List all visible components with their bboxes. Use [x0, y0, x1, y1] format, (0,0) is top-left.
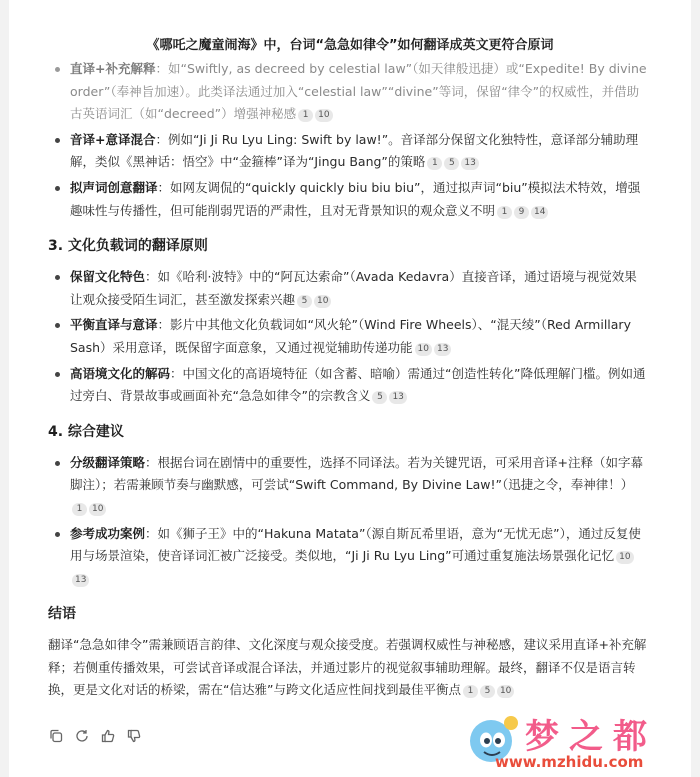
left-gutter: [0, 0, 9, 777]
citation-badge[interactable]: 5: [480, 685, 495, 698]
list-item: 音译+意译混合：例如“Ji Ji Ru Lyu Ling: Swift by law!”。音译部分保留文化独特性，意译部分辅助理解，类似《黑神话：悟空》中“金箍棒”译为“Jingu Bang”的策略 1 5 13: [70, 129, 648, 174]
citation-badge[interactable]: 14: [531, 206, 548, 219]
section-heading: 3. 文化负载词的翻译原则: [48, 238, 208, 255]
citation-badge[interactable]: 10: [497, 685, 514, 698]
list-item: 拟声词创意翻译：如网友调侃的“quickly quickly biu biu biu”，通过拟声词“biu”模拟法术特效，增强趣味性与传播性，但可能削弱咒语的严肃性，且对无背景知识的观众意义不明 1 9 14: [70, 177, 648, 222]
message-actions: [48, 728, 142, 744]
section-heading: 结语: [48, 606, 76, 623]
citation-badge[interactable]: 1: [463, 685, 478, 698]
list-item: 分级翻译策略：根据台词在剧情中的重要性，选择不同译法。若为关键咒语，可采用音译+注释（如字幕脚注）；若需兼顾节奏与幽默感，可尝试“Swift Command, By Divine Law!”（迅捷之令，奉神律！）1 10: [70, 452, 648, 520]
right-gutter: [691, 0, 700, 777]
citation-badge[interactable]: 10: [415, 343, 432, 356]
citation-badge[interactable]: 13: [72, 574, 89, 587]
principles-list: [48, 266, 648, 408]
watermark-url: www.mzhidu.com: [495, 753, 644, 771]
thumbs-down-icon[interactable]: [126, 728, 142, 744]
conclusion-paragraph: 翻译“急急如律令”需兼顾语言韵律、文化深度与观众接受度。若强调权威性与神秘感，建议采用直译+补充解释；若侧重传播效果，可尝试音译或混合译法，并通过影片的视觉叙事辅助理解。最终，翻译不仅是语言转换，更是文化对话的桥梁，需在“信达雅”与跨文化适应性间找到最佳平衡点 1 5 10: [48, 637, 647, 698]
list-item: 直译+补充解释：如“Swiftly, as decreed by celestial law”（如天律般迅捷）或“Expedite! By divine order”（奉神旨加速）。此类译法通过加入“celestial law”“divine”等词，保留“律令”的权威性，并借助古英语词汇（如“decreed”）增强神秘感 1 10: [70, 58, 648, 126]
citation-badge[interactable]: 5: [297, 295, 312, 308]
citation-badge[interactable]: 1: [298, 109, 313, 122]
site-watermark: [451, 705, 691, 777]
list-item: 参考成功案例：如《狮子王》中的“Hakuna Matata”（源自斯瓦希里语，意为“无忧无虑”），通过反复使用与场景渲染，使音译词汇被广泛接受。类似地，“Ji Ji Ru Lyu Ling”可通过重复施法场景强化记忆 1013: [70, 523, 648, 591]
copy-icon[interactable]: [48, 728, 64, 744]
citation-badge[interactable]: 9: [514, 206, 529, 219]
regenerate-icon[interactable]: [74, 728, 90, 744]
list-item: 高语境文化的解码：中国文化的高语境特征（如含蓄、暗喻）需通过“创造性转化”降低理解门槛。例如通过旁白、背景故事或画面补充“急急如律令”的宗教含义 5 13: [70, 363, 648, 408]
citation-badge[interactable]: 10: [314, 295, 331, 308]
citation-badge[interactable]: 5: [372, 391, 387, 404]
citation-badge[interactable]: 1: [72, 503, 87, 516]
citation-badge[interactable]: 5: [444, 157, 459, 170]
citation-badge[interactable]: 13: [461, 157, 478, 170]
list-item: 保留文化特色：如《哈利·波特》中的“阿瓦达索命”（Avada Kedavra）直接音译，通过语境与视觉效果让观众接受陌生词汇，甚至激发探索兴趣 5 10: [70, 266, 648, 311]
section-heading: 4. 综合建议: [48, 423, 124, 440]
citation-badge[interactable]: 13: [434, 343, 451, 356]
citation-badge[interactable]: 10: [616, 551, 633, 564]
citation-badge[interactable]: 10: [315, 109, 332, 122]
thumbs-up-icon[interactable]: [100, 728, 116, 744]
citation-badge[interactable]: 13: [389, 391, 406, 404]
citation-badge[interactable]: 1: [497, 206, 512, 219]
watermark-name: 梦之都: [525, 717, 657, 757]
page-title: 《哪吒之魔童闹海》中，台词“急急如律令”如何翻译成英文更符合原词: [146, 38, 554, 53]
citation-badge[interactable]: 1: [427, 157, 442, 170]
translation-methods-list: [48, 58, 648, 222]
answer-content: [48, 58, 648, 702]
list-item: 平衡直译与意译：影片中其他文化负载词如“风火轮”（Wind Fire Wheels）、“混天绫”（Red Armillary Sash）采用意译，既保留字面意象，又通过视觉辅助传递功能 10 13: [70, 314, 648, 359]
suggestions-list: [48, 452, 648, 591]
citation-badge[interactable]: 10: [89, 503, 106, 516]
